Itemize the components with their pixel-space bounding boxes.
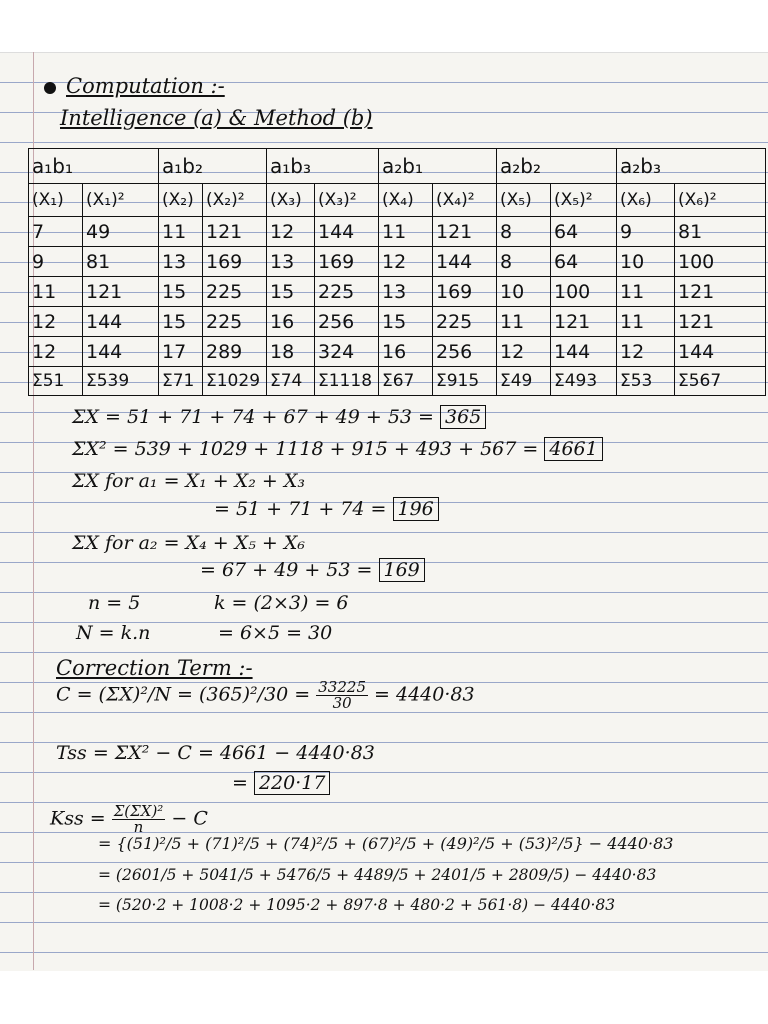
table-row xyxy=(29,277,766,307)
table-cell: 15 xyxy=(159,307,203,337)
sum-cell: Σ567 xyxy=(675,367,766,396)
sum-cell: Σ74 xyxy=(267,367,315,396)
table-cell: 12 xyxy=(29,337,83,367)
table-cell: 10 xyxy=(497,277,551,307)
sum-x-line xyxy=(72,406,486,428)
sum-cell: Σ71 xyxy=(159,367,203,396)
table-cell: 121 xyxy=(83,277,159,307)
group-header: a₁b₁ xyxy=(29,149,159,184)
subheader: (X₄)² xyxy=(433,184,497,217)
kss-fraction-den: n xyxy=(133,818,144,836)
group-header: a₂b₃ xyxy=(617,149,766,184)
table-cell: 121 xyxy=(675,307,766,337)
sum-cell: Σ915 xyxy=(433,367,497,396)
table-cell: 12 xyxy=(497,337,551,367)
subheader: (X₅)² xyxy=(551,184,617,217)
heading-title: Computation :- xyxy=(66,74,225,98)
sum-cell: Σ49 xyxy=(497,367,551,396)
sum-cell: Σ1029 xyxy=(203,367,267,396)
tss-line: Tss = ΣX² − C = 4661 − 4440·83 xyxy=(56,742,375,764)
table-cell: 144 xyxy=(83,307,159,337)
sum-cell: Σ1118 xyxy=(315,367,379,396)
sum-a1-expression: = 51 + 71 + 74 = xyxy=(214,498,387,520)
table-cell: 49 xyxy=(83,217,159,247)
correction-fraction xyxy=(316,680,368,711)
kss-line xyxy=(50,804,208,835)
table-cell: 9 xyxy=(617,217,675,247)
table-cell: 11 xyxy=(617,277,675,307)
subheader: (X₄) xyxy=(379,184,433,217)
table-cell: 8 xyxy=(497,217,551,247)
table-cell: 11 xyxy=(379,217,433,247)
table-cell: 12 xyxy=(379,247,433,277)
group-header: a₂b₁ xyxy=(379,149,497,184)
table-cell: 324 xyxy=(315,337,379,367)
sum-a1-result: 196 xyxy=(393,497,439,521)
sum-a2-result: 169 xyxy=(379,558,425,582)
tss-line2 xyxy=(232,772,330,794)
table-row xyxy=(29,337,766,367)
sum-a2-line2 xyxy=(200,559,425,581)
sum-a2-line: ΣX for a₂ = X₄ + X₅ + X₆ xyxy=(72,532,305,554)
N-formula: N = k.n xyxy=(76,622,151,644)
kss-minus-c: − C xyxy=(171,807,208,830)
table-cell: 11 xyxy=(497,307,551,337)
table-cell: 11 xyxy=(159,217,203,247)
table-cell: 144 xyxy=(675,337,766,367)
table-cell: 81 xyxy=(83,247,159,277)
sum-x2-line xyxy=(72,438,603,460)
sum-cell: Σ493 xyxy=(551,367,617,396)
table-cell: 225 xyxy=(315,277,379,307)
table-row xyxy=(29,247,766,277)
table-row xyxy=(29,307,766,337)
subheader: (X₁) xyxy=(29,184,83,217)
table-cell: 11 xyxy=(29,277,83,307)
table-cell: 16 xyxy=(267,307,315,337)
group-header: a₂b₂ xyxy=(497,149,617,184)
table-cell: 225 xyxy=(433,307,497,337)
table-cell: 289 xyxy=(203,337,267,367)
table-cell: 225 xyxy=(203,307,267,337)
table-cell: 13 xyxy=(379,277,433,307)
kss-line3: = (2601/5 + 5041/5 + 5476/5 + 4489/5 + 2401/5 + 2809/5) − 4440·83 xyxy=(98,866,657,884)
table-cell: 81 xyxy=(675,217,766,247)
sum-cell: Σ539 xyxy=(83,367,159,396)
sum-cell: Σ67 xyxy=(379,367,433,396)
sum-x2-expression: ΣX² = 539 + 1029 + 1118 + 915 + 493 + 567 = xyxy=(72,438,539,460)
table-cell: 121 xyxy=(203,217,267,247)
table-cell: 13 xyxy=(267,247,315,277)
subheader: (X₁)² xyxy=(83,184,159,217)
table-cell: 64 xyxy=(551,217,617,247)
kss-fraction xyxy=(112,804,166,835)
table-cell: 225 xyxy=(203,277,267,307)
table-cell: 17 xyxy=(159,337,203,367)
bullet-icon xyxy=(44,82,56,94)
table-cell: 16 xyxy=(379,337,433,367)
table-cell: 12 xyxy=(617,337,675,367)
n-value: n = 5 xyxy=(88,592,141,614)
tss-result: 220·17 xyxy=(254,771,330,795)
subheader: (X₆) xyxy=(617,184,675,217)
table-cell: 121 xyxy=(433,217,497,247)
table-cell: 12 xyxy=(29,307,83,337)
subheader: (X₅) xyxy=(497,184,551,217)
table-cell: 256 xyxy=(433,337,497,367)
table-cell: 144 xyxy=(551,337,617,367)
table-cell: 11 xyxy=(617,307,675,337)
table-cell: 121 xyxy=(675,277,766,307)
subheader: (X₆)² xyxy=(675,184,766,217)
sum-cell: Σ51 xyxy=(29,367,83,396)
correction-fraction-num: 33225 xyxy=(318,678,366,696)
group-header-row xyxy=(29,149,766,184)
sum-a1-line: ΣX for a₁ = X₁ + X₂ + X₃ xyxy=(72,470,305,492)
table-cell: 169 xyxy=(433,277,497,307)
sum-row xyxy=(29,367,766,396)
table-cell: 18 xyxy=(267,337,315,367)
subheader: (X₂) xyxy=(159,184,203,217)
table-cell: 7 xyxy=(29,217,83,247)
k-value: k = (2×3) = 6 xyxy=(214,592,349,614)
table-cell: 10 xyxy=(617,247,675,277)
table-cell: 13 xyxy=(159,247,203,277)
correction-line xyxy=(56,680,475,711)
sum-x-result: 365 xyxy=(440,405,486,429)
sum-a2-expression: = 67 + 49 + 53 = xyxy=(200,559,373,581)
table-cell: 12 xyxy=(267,217,315,247)
kss-label: Kss = xyxy=(50,807,106,830)
kss-line2: = {(51)²/5 + (71)²/5 + (74)²/5 + (67)²/5 + (49)²/5 + (53)²/5} − 4440·83 xyxy=(98,834,674,853)
subheader: (X₃) xyxy=(267,184,315,217)
kss-fraction-num: Σ(ΣX)² xyxy=(113,802,164,820)
table-cell: 169 xyxy=(315,247,379,277)
correction-formula: C = (ΣX)²/N = (365)²/30 = xyxy=(56,683,311,706)
table-cell: 144 xyxy=(433,247,497,277)
sum-cell: Σ53 xyxy=(617,367,675,396)
subheader-row xyxy=(29,184,766,217)
table-cell: 121 xyxy=(551,307,617,337)
table-cell: 15 xyxy=(267,277,315,307)
heading-subtitle: Intelligence (a) & Method (b) xyxy=(60,106,373,130)
correction-result: = 4440·83 xyxy=(374,683,475,706)
tss-equals: = xyxy=(232,772,248,794)
table-cell: 256 xyxy=(315,307,379,337)
sum-a1-line2 xyxy=(214,498,439,520)
table-cell: 15 xyxy=(379,307,433,337)
kss-line4: = (520·2 + 1008·2 + 1095·2 + 897·8 + 480·2 + 561·8) − 4440·83 xyxy=(98,896,616,914)
table-row xyxy=(29,217,766,247)
subheader: (X₃)² xyxy=(315,184,379,217)
table-cell: 144 xyxy=(315,217,379,247)
subheader: (X₂)² xyxy=(203,184,267,217)
data-table xyxy=(28,148,766,396)
sum-x-expression: ΣX = 51 + 71 + 74 + 67 + 49 + 53 = xyxy=(72,406,434,428)
N-value: = 6×5 = 30 xyxy=(218,622,333,644)
table-cell: 15 xyxy=(159,277,203,307)
sum-x2-result: 4661 xyxy=(544,437,602,461)
table-cell: 100 xyxy=(551,277,617,307)
correction-fraction-den: 30 xyxy=(332,694,352,712)
table-cell: 9 xyxy=(29,247,83,277)
group-header: a₁b₃ xyxy=(267,149,379,184)
table-cell: 144 xyxy=(83,337,159,367)
table-cell: 8 xyxy=(497,247,551,277)
table-cell: 169 xyxy=(203,247,267,277)
correction-heading: Correction Term :- xyxy=(56,656,253,680)
table-cell: 100 xyxy=(675,247,766,277)
table-cell: 64 xyxy=(551,247,617,277)
group-header: a₁b₂ xyxy=(159,149,267,184)
